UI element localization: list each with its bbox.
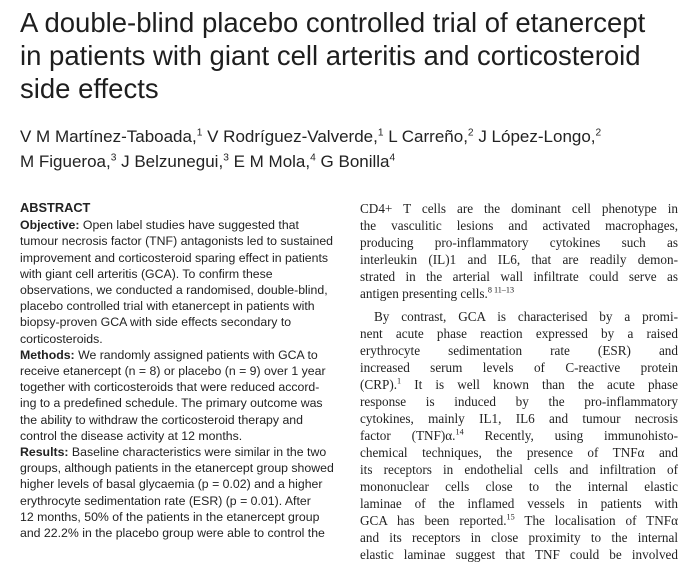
affiliation-mark: 3 [110,152,117,164]
author-name: G Bonilla [320,152,390,171]
title-line: in patients with giant cell arteritis and corticosteroid [20,40,641,71]
body-line: response is induced by the pro-inflammatory [360,394,678,409]
abstract-line: receive etanercept (n = 8) or placebo (n = 9) over 1 year [20,364,326,379]
body-column [360,200,678,563]
article-title [20,6,680,105]
affiliation-mark: 4 [389,152,396,164]
author-name: M Figueroa, [20,152,111,171]
author-name: V Rodríguez-Valverde, [207,127,378,146]
abstract-line: improvement and corticosteroid sparing effect in patients [20,250,329,265]
body-line: the vasculitic lesions and activated macrophages, [360,218,678,233]
author-name: V M Martínez-Taboada, [20,127,197,146]
body-line: interleukin (IL)1 and IL6, that are readily demon- [360,252,678,267]
body-line: mononuclear cells close to the internal elastic [360,479,678,494]
abstract-heading: ABSTRACT [20,200,91,215]
abstract-line: corticosteroids. [20,331,103,346]
citation-ref: 8 11–13 [487,285,515,295]
abstract-line: tumour necrosis factor (TNF) antagonists led to sustained [20,234,334,249]
author-list [20,124,680,174]
abstract-line: together with corticosteroids that were reduced accord- [20,380,320,395]
body-line: its receptors in endothelial cells and infiltration of [360,462,678,477]
objective-label: Objective: [20,218,80,233]
abstract-line: control the disease activity at 12 months. [20,428,243,443]
body-line: (CRP).$^1$ It is well known than the acute phase [360,376,678,392]
author-name: L Carreño, [388,127,468,146]
affiliation-mark: 1 [196,127,203,139]
abstract-line: placebo controlled trial with etanercept in patients with [20,299,315,314]
body-line: CD4+ T cells are the dominant cell phenotype in [360,201,678,216]
abstract-line: the ability to withdraw the corticosteroid therapy and [20,412,303,427]
author-name: J Belzunegui, [121,152,224,171]
body-line: antigen presenting cells.$^{8 11-13}$ [360,285,515,301]
affiliation-mark: 2 [595,127,602,139]
abstract-line: biopsy-proven GCA with side effects secondary to [20,315,292,330]
abstract-line: ing to a predefined schedule. The primary outcome was [20,396,323,411]
body-line: strated in the arterial wall infiltrate could serve as [360,269,678,284]
abstract-line: Objective: Open label studies have suggested that [20,218,299,233]
abstract [20,200,342,541]
citation-ref: 1 [397,376,402,386]
body-line: cytokines, mainly IL1, IL6 and tumour necrosis [360,411,678,426]
abstract-line: Results: Baseline characteristics were similar in the two [20,445,327,460]
affiliation-mark: 4 [310,152,316,164]
methods-label: Methods: [20,347,75,362]
body-line: erythrocyte sedimentation rate (ESR) and [360,343,678,358]
body-line: nent acute phase reaction expressed by a raised [360,326,678,341]
body-line: and its receptors in close proximity to the internal [360,530,678,545]
body-line: producing pro-inflammatory cytokines such as [360,235,678,250]
citation-ref: 15 [506,512,515,522]
body-line: GCA has been reported.$^{15}$ The localisation of TNFα [360,512,678,528]
abstract-line: Methods: We randomly assigned patients with GCA to [20,347,318,362]
affiliation-mark: 3 [223,152,229,164]
abstract-line: erythrocyte sedimentation rate (ESR) (p = 0.01). After [20,493,311,508]
body-line: laminae of the inflamed vessels in patients with [360,496,678,511]
author-name: J López-Longo, [478,127,596,146]
body-line: elastic laminae suggest that TNF could be involved [360,547,678,562]
affiliation-mark: 2 [467,127,474,139]
body-line: chemical techniques, the presence of TNFα and [360,445,678,460]
body-line: By contrast, GCA is characterised by a promi- [374,309,678,324]
results-label: Results: [20,445,69,460]
title-line: side effects [20,73,159,104]
affiliation-mark: 1 [377,127,384,139]
abstract-line: groups, although patients in the etanercept group showed [20,461,334,476]
body-line: increased serum levels of C-reactive protein [360,360,678,375]
abstract-line: observations, we conducted a randomised, double-blind, [20,283,328,298]
author-line [20,149,680,174]
abstract-line: with giant cell arteritis (GCA). To confirm these [20,266,273,281]
author-line [20,124,680,149]
abstract-line: higher levels of basal glycaemia (p = 0.02) and a higher [20,477,323,492]
body-line: factor (TNF)α.$^{14}$ Recently, using immunohisto- [360,427,679,443]
author-name: E M Mola, [233,152,311,171]
title-line: A double-blind placebo controlled trial of etanercept [20,7,646,38]
abstract-line: 12 months, 50% of the patients in the etanercept group [20,509,320,524]
citation-ref: 14 [455,427,464,437]
abstract-line: and 22.2% in the placebo group were able to control the [20,526,325,541]
